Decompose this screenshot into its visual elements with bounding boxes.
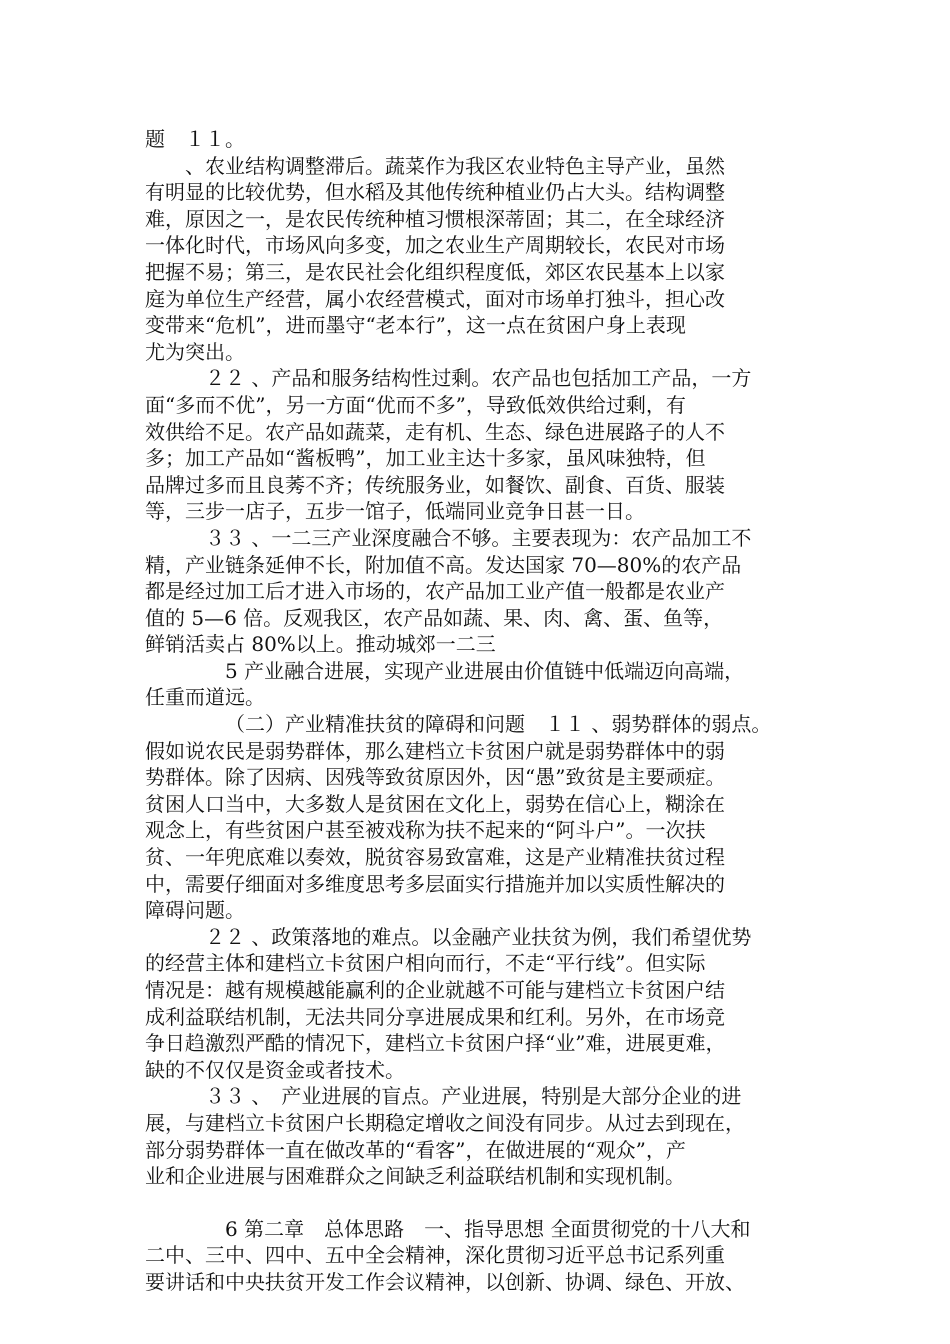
- paragraph-first-line: ２２ 、政策落地的难点。以金融产业扶贫为例，我们希望优势: [205, 924, 752, 949]
- text-line: 观念上，有些贫困户甚至被戏称为扶不起来的“阿斗户”。一次扶: [145, 818, 706, 843]
- text-line: 多；加工产品如“酱板鸭”，加工业主达十多家，虽风味独特，但: [145, 446, 706, 471]
- text-line: 部分弱势群体一直在做改革的“看客”，在做进展的“观众”，产: [145, 1137, 686, 1162]
- text-line: 成利益联结机制，无法共同分享进展成果和红利。另外，在市场竞: [145, 1004, 725, 1029]
- chapter-heading-line: 6 第二章 总体思路 一、指导思想 全面贯彻党的十八大和: [225, 1216, 751, 1241]
- text-line: 贫困人口当中，大多数人是贫困在文化上，弱势在信心上，糊涂在: [145, 791, 725, 816]
- paragraph-first-line: 5 产业融合进展，实现产业进展由价值链中低端迈向高端，: [225, 658, 745, 683]
- text-line: 要讲话和中央扶贫开发工作会议精神，以创新、协调、绿色、开放、: [145, 1269, 745, 1294]
- text-line: 的经营主体和建档立卡贫困户相向而行，不走“平行线”。但实际: [145, 951, 706, 976]
- text-line: 势群体。除了因病、因残等致贫原因外，因“愚”致贫是主要顽症。: [145, 765, 726, 790]
- text-line: 变带来“危机”，进而墨守“老本行”，这一点在贫困户身上表现: [145, 313, 686, 338]
- paragraph-gap: [145, 1190, 825, 1216]
- text-line: 一体化时代，市场风向多变，加之农业生产周期较长，农民对市场: [145, 233, 725, 258]
- paragraph-first-line: ２２ 、产品和服务结构性过剩。农产品也包括加工产品，一方: [205, 366, 752, 391]
- text-line: 等，三步一店子，五步一馆子，低端同业竞争日甚一日。: [145, 499, 645, 524]
- text-line: 庭为单位生产经营，属小农经营模式，面对市场单打独斗，担心改: [145, 286, 725, 311]
- text-line: 障碍问题。: [145, 898, 245, 923]
- text-line: 争日趋激烈严酷的情况下，建档立卡贫困户择“业”难，进展更难，: [145, 1031, 726, 1056]
- text-line: 展，与建档立卡贫困户长期稳定增收之间没有同步。从过去到现在，: [145, 1110, 745, 1135]
- document-body: [145, 126, 825, 1296]
- text-line: 情况是：越有规模越能赢利的企业就越不可能与建档立卡贫困户结: [145, 978, 725, 1002]
- text-line: 任重而道远。: [145, 685, 265, 710]
- text-line: 难，原因之一，是农民传统种植习惯根深蒂固；其二，在全球经济: [145, 206, 725, 231]
- paragraph-first-line: ３３ 、 产业进展的盲点。产业进展，特别是大部分企业的进: [205, 1084, 742, 1109]
- text-line: 都是经过加工后才进入市场的，农产品加工业产值一般都是农业产: [145, 579, 725, 604]
- text-line: 尤为突出。: [145, 339, 245, 364]
- text-line: 业和企业进展与困难群众之间缺乏利益联结机制和实现机制。: [145, 1164, 685, 1189]
- text-line: 贫、一年兜底难以奏效，脱贫容易致富难，这是产业精准扶贫过程: [145, 845, 725, 870]
- text-line: 面“多而不优”，另一方面“优而不多”，导致低效供给过剩，有: [145, 392, 686, 417]
- text-line: 效供给不足。农产品如蔬菜，走有机、生态、绿色进展路子的人不: [145, 419, 725, 444]
- text-line: 缺的不仅仅是资金或者技术。: [145, 1057, 405, 1082]
- text-line: 精，产业链条延伸不长，附加值不高。发达国家 70—80%的农产品: [145, 552, 742, 577]
- section-heading-line: （二）产业精准扶贫的障碍和问题 １１ 、弱势群体的弱点。: [225, 712, 772, 737]
- text-line: 二中、三中、四中、五中全会精神，深化贯彻习近平总书记系列重: [145, 1243, 725, 1268]
- paragraph-first-line: 、农业结构调整滞后。蔬菜作为我区农业特色主导产业，虽然: [185, 153, 725, 178]
- text-line: 有明显的比较优势，但水稻及其他传统种植业仍占大头。结构调整: [145, 180, 725, 205]
- text-line: 把握不易；第三，是农民社会化组织程度低，郊区农民基本上以家: [145, 259, 725, 284]
- text-line: 中，需要仔细面对多维度思考多层面实行措施并加以实质性解决的: [145, 871, 725, 896]
- text-line: 值的 5—6 倍。反观我区，农产品如蔬、果、肉、禽、蛋、鱼等，: [145, 605, 724, 630]
- text-line: 题 １１。: [145, 127, 245, 151]
- text-line: 假如说农民是弱势群体，那么建档立卡贫困户就是弱势群体中的弱: [145, 738, 725, 763]
- paragraph-first-line: ３３ 、一二三产业深度融合不够。主要表现为：农产品加工不: [205, 525, 752, 550]
- text-line: 鲜销活卖占 80%以上。推动城郊一二三: [145, 632, 496, 657]
- text-line: 品牌过多而且良莠不齐；传统服务业，如餐饮、副食、百货、服装: [145, 472, 725, 497]
